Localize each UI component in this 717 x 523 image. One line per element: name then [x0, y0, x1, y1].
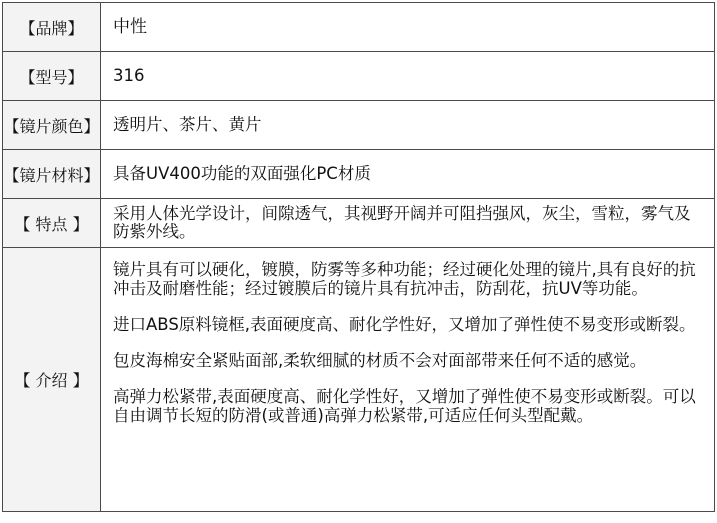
spec-row-features: [3, 199, 715, 248]
intro-value: [101, 248, 715, 512]
features-label: 【 特点 】: [3, 199, 101, 248]
lens-color-value: 透明片、茶片、黄片: [101, 101, 715, 150]
spec-row-lens-material: [3, 150, 715, 199]
intro-paragraph-strap: 高弹力松紧带,表面硬度高、耐化学性好，又增加了弹性使不易变形或断裂。可以自由调节长短的防滑(或普通)高弹力松紧带,可适应任何头型配戴。: [113, 387, 696, 425]
spec-row-intro: [3, 248, 715, 512]
model-value: 316: [101, 52, 715, 101]
model-label: 【型号】: [3, 52, 101, 101]
intro-label: 【 介绍 】: [3, 248, 101, 512]
lens-material-value: 具备UV400功能的双面强化PC材质: [101, 150, 715, 199]
intro-paragraph-lens: 镜片具有可以硬化，镀膜，防雾等多种功能；经过硬化处理的镜片,具有良好的抗冲击及耐磨性能；经过镀膜后的镜片具有抗冲击，防刮花，抗UV等功能。: [113, 260, 696, 298]
intro-paragraph-frame: 进口ABS原料镜框,表面硬度高、耐化学性好，又增加了弹性使不易变形或断裂。: [113, 315, 696, 334]
lens-material-label: 【镜片材料】: [3, 150, 101, 199]
spec-row-lens-color: [3, 101, 715, 150]
intro-paragraph-padding: 包皮海棉安全紧贴面部,柔软细腻的材质不会对面部带来任何不适的感觉。: [113, 351, 647, 370]
product-spec-table: [2, 2, 715, 512]
features-value: 采用人体光学设计，间隙透气，其视野开阔并可阻挡强风，灰尘，雪粒，雾气及防紫外线。: [101, 199, 715, 248]
lens-color-label: 【镜片颜色】: [3, 101, 101, 150]
spec-row-model: [3, 52, 715, 101]
brand-value: 中性: [101, 3, 715, 52]
spec-row-brand: [3, 3, 715, 52]
brand-label: 【品牌】: [3, 3, 101, 52]
